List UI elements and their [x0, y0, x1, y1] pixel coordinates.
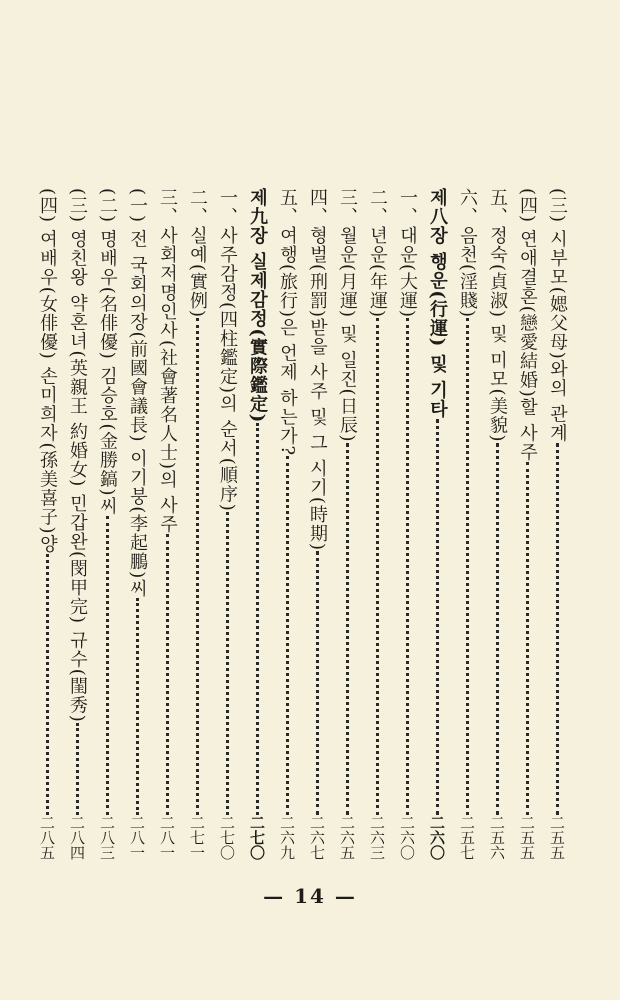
toc-entry-page: 二六〇: [398, 815, 416, 860]
toc-entry: [302, 188, 332, 860]
toc-entry-page: 二八一: [128, 815, 146, 860]
toc-entry-page: 二七一: [188, 815, 206, 860]
page-number: — 14 —: [263, 884, 357, 908]
toc-entry: [182, 188, 212, 860]
dot-leader: [526, 462, 529, 815]
toc-entry-page: 二六五: [338, 815, 356, 860]
toc-entry-page: 二七〇: [248, 815, 266, 860]
dot-leader: [226, 512, 229, 815]
dot-leader: [556, 443, 559, 815]
toc-entry-title: 二、실예(實例): [187, 188, 208, 319]
toc-entry-title: (三) 시부모(媤父母)와의 관계: [547, 188, 568, 443]
dot-leader: [76, 723, 79, 815]
dot-leader: [466, 318, 469, 815]
toc-entry-title: 四、형벌(刑罰)받을 사주 및 그 시기(時期): [307, 188, 328, 551]
toc-entry-page: 二七〇: [218, 815, 236, 860]
toc-entry-title: (一) 전 국회의장(前國會議長) 이기붕(李起鵬)씨: [127, 188, 148, 599]
toc-entry-title: 제九장 실제감정(實際鑑定): [247, 188, 268, 424]
toc-entry: [32, 188, 62, 860]
dot-leader: [286, 456, 289, 815]
dot-leader: [166, 534, 169, 815]
toc-entry-title: 三、사회저명인사(社會著名人士)의 사주: [157, 188, 178, 534]
toc-entry-page: 二五五: [518, 815, 536, 860]
toc-chapter-heading: [422, 188, 452, 860]
dot-leader: [346, 443, 349, 815]
toc-entry-page: 二八一: [158, 815, 176, 860]
toc-entry-title: (四) 연애결혼(戀愛結婚)할 사주: [517, 188, 538, 462]
dot-leader: [436, 419, 439, 815]
toc-entry-page: 二六〇: [428, 815, 446, 860]
dot-leader: [256, 423, 259, 815]
dot-leader: [406, 318, 409, 815]
toc-entry-title: (三) 영친왕 약혼녀(英親王 約婚女) 민갑완(閔甲完) 규수(閨秀): [67, 188, 88, 723]
table-of-contents: [32, 188, 572, 860]
toc-entry: [92, 188, 122, 860]
toc-entry-page: 二六三: [368, 815, 386, 860]
dot-leader: [46, 554, 49, 815]
dot-leader: [106, 516, 109, 815]
dot-leader: [316, 551, 319, 815]
toc-entry: [362, 188, 392, 860]
toc-entry-page: 二八五: [38, 815, 56, 860]
toc-entry-title: 제八장 행운(行運) 및 기타: [427, 188, 448, 419]
toc-entry-page: 二八四: [68, 815, 86, 860]
toc-entry-title: 五、여행(旅行)은 언제 하는가?: [277, 188, 298, 457]
toc-entry-page: 二五五: [548, 815, 566, 860]
toc-entry: [332, 188, 362, 860]
dot-leader: [376, 318, 379, 815]
toc-entry: [512, 188, 542, 860]
toc-entry: [542, 188, 572, 860]
toc-entry-page: 二八三: [98, 815, 116, 860]
toc-entry: [122, 188, 152, 860]
toc-entry: [392, 188, 422, 860]
dot-leader: [496, 443, 499, 815]
toc-entry-title: 二、년운(年運): [367, 188, 388, 319]
toc-entry: [272, 188, 302, 860]
dot-leader: [196, 318, 199, 815]
toc-entry-title: 五、정숙(貞淑) 및 미모(美貌): [487, 188, 508, 443]
toc-entry-page: 二五七: [458, 815, 476, 860]
toc-entry: [212, 188, 242, 860]
toc-entry-title: 六、음천(淫賤): [457, 188, 478, 319]
dot-leader: [136, 598, 139, 815]
toc-entry: [452, 188, 482, 860]
toc-entry-page: 二六七: [308, 815, 326, 860]
toc-entry: [62, 188, 92, 860]
toc-entry: [152, 188, 182, 860]
toc-entry-title: 一、사주감정(四柱鑑定)의 순서(順序): [217, 188, 238, 512]
toc-entry-title: (二) 명배우(名俳優) 김승호(金勝鎬)씨: [97, 188, 118, 516]
toc-entry-title: (四) 여배우(女俳優) 손미희자(孫美喜子)양: [37, 188, 58, 554]
toc-chapter-heading: [242, 188, 272, 860]
toc-entry-page: 二五六: [488, 815, 506, 860]
toc-entry-title: 三、월운(月運) 및 일진(日辰): [337, 188, 358, 443]
toc-entry-title: 一、대운(大運): [397, 188, 418, 319]
toc-entry: [482, 188, 512, 860]
toc-entry-page: 二六九: [278, 815, 296, 860]
